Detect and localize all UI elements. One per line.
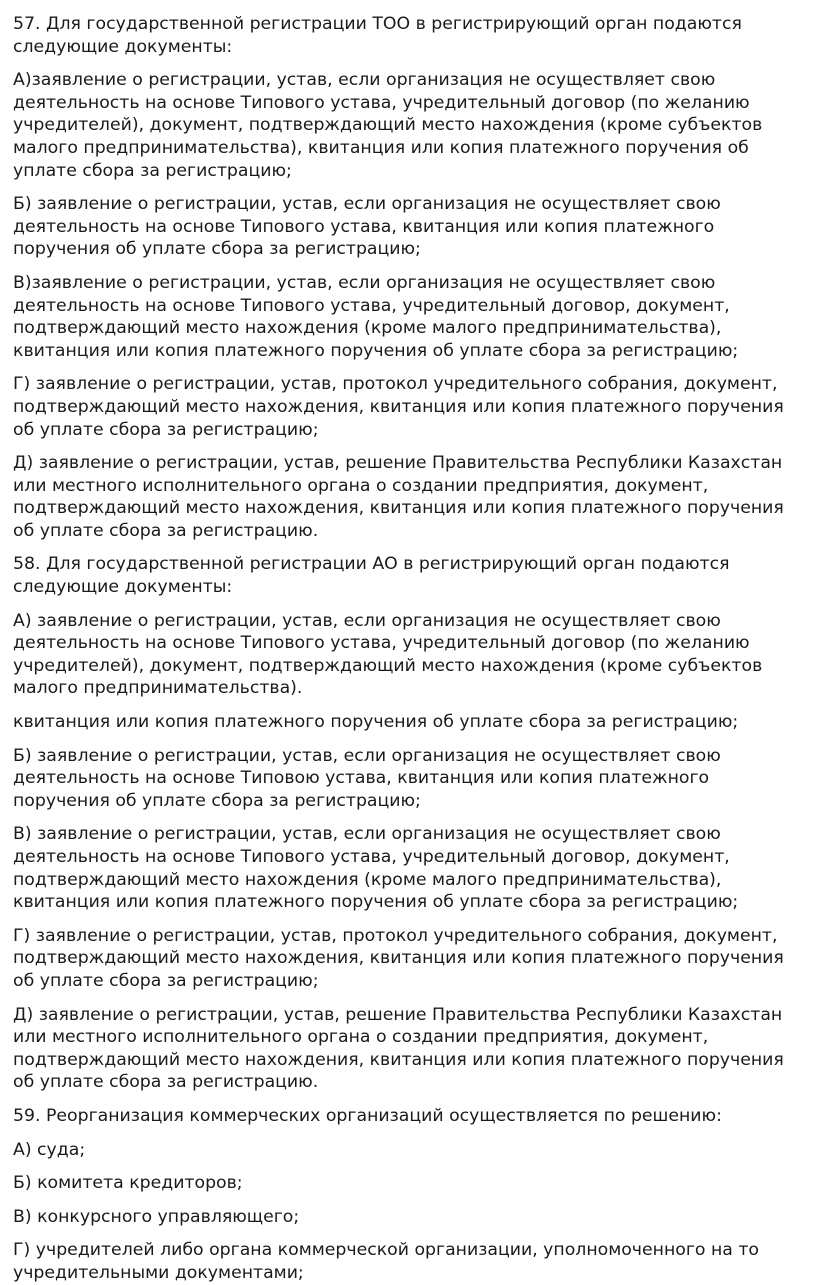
q59-option-d: Г) учредителей либо органа коммерческой организации, уполномоченного на то учредительными документами;	[13, 1240, 759, 1283]
q57-option-b: Б) заявление о регистрации, устав, если организация не осуществляет свою деятельность на основе Типового устава, квитанция или копия платежного поручения об уплате сбора за регистрацию;	[13, 194, 721, 260]
q58-option-a-continuation: квитанция или копия платежного поручения об уплате сбора за регистрацию;	[13, 712, 739, 733]
q57-option-c: В)заявление о регистрации, устав, если организация не осуществляет свою деятельность на основе Типового устава, учредительный договор, документ, подтверждающий место нахождения (кроме малого предпринимательства), квитанция или копия платежного поручения об уплате сбора за регистрацию;	[13, 272, 739, 361]
q58-option-b: Б) заявление о регистрации, устав, если организация не осуществляет свою деятельность на основе Типовою устава, квитанция или копия платежного поручения об уплате сбора за регистрацию;	[13, 745, 721, 811]
q59-option-b: Б) комитета кредиторов;	[13, 1173, 243, 1194]
question-58-text: 58. Для государственной регистрации АО в регистрирующий орган подаются следующие документы:	[13, 554, 730, 598]
q58-option-e: Д) заявление о регистрации, устав, решение Правительства Республики Казахстан или местного исполнительного органа о создании предприятия, документ, подтверждающий место нахождения, квитанция или копия платежного поручения об уплате сбора за регистрацию.	[13, 1004, 784, 1093]
q58-option-d: Г) заявление о регистрации, устав, протокол учредительного собрания, документ, подтверждающий место нахождения, квитанция или копия платежного поручения об уплате сбора за регистрацию;	[13, 925, 784, 991]
question-57-text: 57. Для государственной регистрации ТОО в регистрирующий орган подаются следующие документы:	[13, 14, 742, 57]
q57-option-a: А)заявление о регистрации, устав, если организация не осуществляет свою деятельность на основе Типового устава, учредительный договор (по желанию учредителей), документ, подтверждающий место нахождения (кроме субъектов малого предпринимательства), квитанция или копия платежного поручения об уплате сбора за регистрацию;	[13, 70, 763, 181]
q59-option-a: А) суда;	[13, 1139, 86, 1160]
q59-option-c: В) конкурсного управляющего;	[13, 1206, 300, 1227]
q57-option-d: Г) заявление о регистрации, устав, протокол учредительного собрания, документ, подтверждающий место нахождения, квитанция или копия платежного поручения об уплате сбора за регистрацию;	[13, 374, 784, 440]
question-59-text: 59. Реорганизация коммерческих организаций осуществляется по решению:	[13, 1105, 722, 1126]
q58-option-a: А) заявление о регистрации, устав, если организация не осуществляет свою деятельность на основе Типового устава, учредительный договор (по желанию учредителей), документ, подтверждающий место нахождения (кроме субъектов малого предпринимательства).	[13, 610, 763, 699]
q58-option-c: В) заявление о регистрации, устав, если организация не осуществляет свою деятельность на основе Типового устава, учредительный договор, документ, подтверждающий место нахождения (кроме малого предпринимательства), квитанция или копия платежного поручения об уплате сбора за регистрацию;	[13, 824, 739, 913]
q57-option-e: Д) заявление о регистрации, устав, решение Правительства Республики Казахстан или местного исполнительного органа о создании предприятия, документ, подтверждающий место нахождения, квитанция или копия платежного поручения об уплате сбора за регистрацию.	[13, 453, 784, 541]
